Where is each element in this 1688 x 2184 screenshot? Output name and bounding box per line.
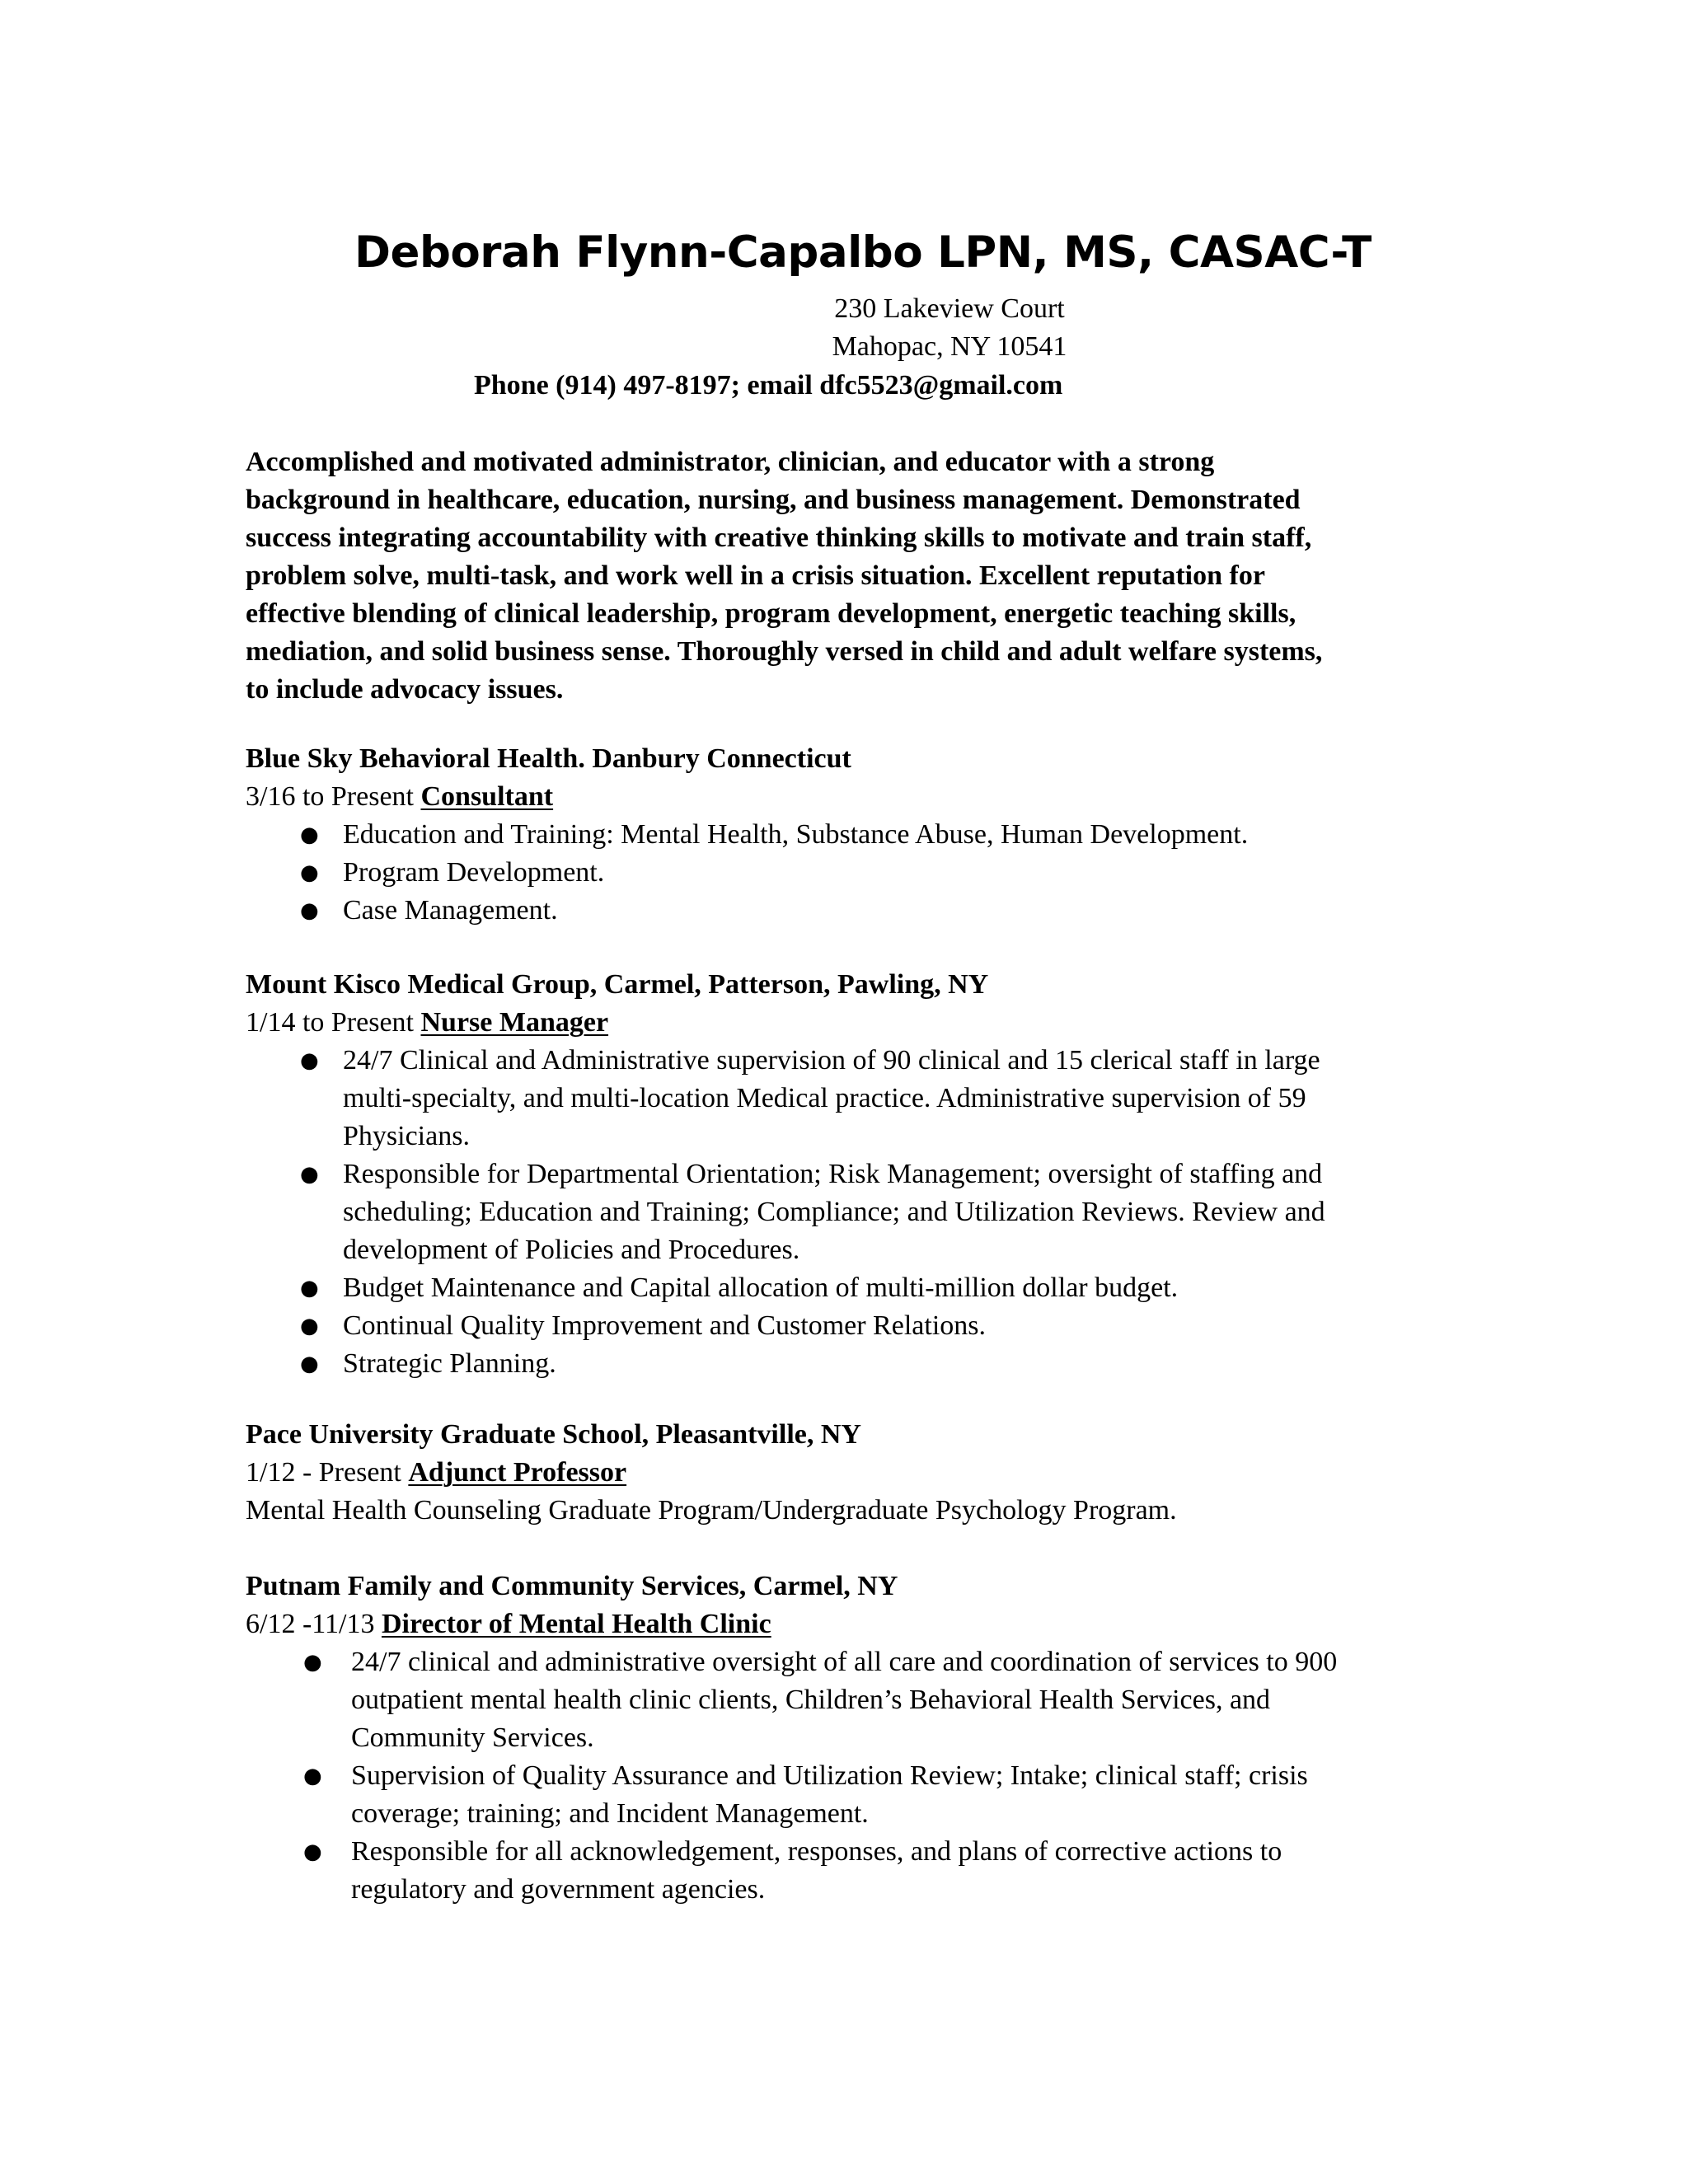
bullet-icon: ● — [303, 1764, 322, 1788]
bullet-icon: ● — [300, 1162, 319, 1187]
summary-paragraph — [246, 443, 1531, 709]
list-item — [246, 1042, 1531, 1155]
job-putnam-family — [246, 1568, 1531, 1909]
bullet-icon: ● — [303, 1650, 322, 1675]
list-item-text: Community Services. — [351, 1722, 594, 1753]
job-organization: Pace University Graduate School, Pleasantville, NY — [246, 1419, 861, 1450]
job-bullets — [246, 816, 1531, 930]
job-dates-line — [246, 1004, 1531, 1042]
list-item-text: multi-specialty, and multi-location Medical practice. Administrative supervision of 59 — [343, 1083, 1306, 1113]
job-role: Adjunct Professor — [408, 1457, 627, 1488]
list-item — [246, 892, 1531, 930]
list-item-text: Budget Maintenance and Capital allocation of multi-million dollar budget. — [343, 1272, 1179, 1303]
list-item-text: Continual Quality Improvement and Customer Relations. — [343, 1310, 986, 1341]
summary-line: to include advocacy issues. — [246, 674, 564, 705]
bullet-icon: ● — [300, 1276, 319, 1301]
job-bullets — [246, 1643, 1531, 1909]
list-item-text: Responsible for all acknowledgement, responses, and plans of corrective actions to — [351, 1836, 1282, 1867]
list-item — [246, 854, 1531, 892]
job-organization: Blue Sky Behavioral Health. Danbury Connecticut — [246, 743, 851, 774]
job-role: Nurse Manager — [420, 1007, 609, 1038]
list-item — [246, 1269, 1531, 1307]
list-item — [246, 816, 1531, 854]
job-mount-kisco — [246, 966, 1531, 1383]
list-item-text: Supervision of Quality Assurance and Utilization Review; Intake; clinical staff; crisis — [351, 1760, 1308, 1791]
summary-line: effective blending of clinical leadership, program development, energetic teaching skills, — [246, 598, 1296, 629]
list-item-text: 24/7 Clinical and Administrative supervision of 90 clinical and 15 clerical staff in large — [343, 1045, 1320, 1076]
list-item — [246, 1643, 1531, 1757]
list-item-text: 24/7 clinical and administrative oversight of all care and coordination of services to 900 — [351, 1647, 1338, 1677]
job-dates: 3/16 to Present — [246, 781, 414, 812]
job-bullets — [246, 1042, 1531, 1383]
list-item-text: development of Policies and Procedures. — [343, 1235, 800, 1265]
job-description: Mental Health Counseling Graduate Program/Undergraduate Psychology Program. — [246, 1495, 1177, 1526]
list-item-text: Education and Training: Mental Health, Substance Abuse, Human Development. — [343, 819, 1249, 850]
job-organization: Putnam Family and Community Services, Carmel, NY — [246, 1571, 898, 1601]
list-item — [246, 1345, 1531, 1383]
job-organization: Mount Kisco Medical Group, Carmel, Patterson, Pawling, NY — [246, 969, 989, 1000]
list-item-text: Strategic Planning. — [343, 1348, 556, 1379]
job-blue-sky — [246, 740, 1531, 930]
resume-name: Deborah Flynn-Capalbo LPN, MS, CASAC-T — [354, 227, 1372, 278]
job-role: Consultant — [420, 781, 554, 812]
bullet-icon: ● — [300, 898, 319, 923]
summary-line: success integrating accountability with creative thinking skills to motivate and train staff, — [246, 523, 1312, 553]
list-item — [246, 1833, 1531, 1909]
job-pace-university — [246, 1416, 1531, 1530]
list-item-text: Program Development. — [343, 857, 605, 888]
job-dates-line — [246, 1605, 1531, 1643]
list-item-text: outpatient mental health clinic clients, Children’s Behavioral Health Services, and — [351, 1685, 1271, 1715]
address-line-2: Mahopac, NY 10541 — [832, 331, 1067, 362]
list-item — [246, 1307, 1531, 1345]
bullet-icon: ● — [300, 1048, 319, 1073]
job-dates: 6/12 -11/13 — [246, 1609, 375, 1639]
list-item-text: Responsible for Departmental Orientation; Risk Management; oversight of staffing and — [343, 1159, 1323, 1189]
bullet-icon: ● — [300, 1314, 319, 1338]
bullet-icon: ● — [300, 1352, 319, 1376]
list-item-text: scheduling; Education and Training; Compliance; and Utilization Reviews. Review and — [343, 1197, 1325, 1227]
list-item-text: coverage; training; and Incident Management. — [351, 1798, 869, 1829]
contact-info: Phone (914) 497-8197; email dfc5523@gmail.com — [474, 370, 1063, 401]
list-item-text: Case Management. — [343, 895, 558, 926]
job-role: Director of Mental Health Clinic — [381, 1609, 771, 1639]
list-item — [246, 1757, 1531, 1833]
list-item-text: Physicians. — [343, 1121, 470, 1151]
job-dates-line — [246, 778, 1531, 816]
summary-line: background in healthcare, education, nursing, and business management. Demonstrated — [246, 485, 1301, 515]
summary-line: problem solve, multi-task, and work well in a crisis situation. Excellent reputation for — [246, 560, 1265, 591]
summary-line: mediation, and solid business sense. Thoroughly versed in child and adult welfare systems, — [246, 636, 1323, 667]
address-line-1: 230 Lakeview Court — [834, 293, 1065, 324]
bullet-icon: ● — [300, 823, 319, 847]
job-dates-line — [246, 1454, 1531, 1492]
bullet-icon: ● — [300, 860, 319, 885]
summary-line: Accomplished and motivated administrator, clinician, and educator with a strong — [246, 447, 1215, 477]
bullet-icon: ● — [303, 1840, 322, 1864]
job-dates: 1/14 to Present — [246, 1007, 414, 1038]
list-item-text: regulatory and government agencies. — [351, 1874, 766, 1905]
job-dates: 1/12 - Present — [246, 1457, 401, 1488]
list-item — [246, 1155, 1531, 1269]
